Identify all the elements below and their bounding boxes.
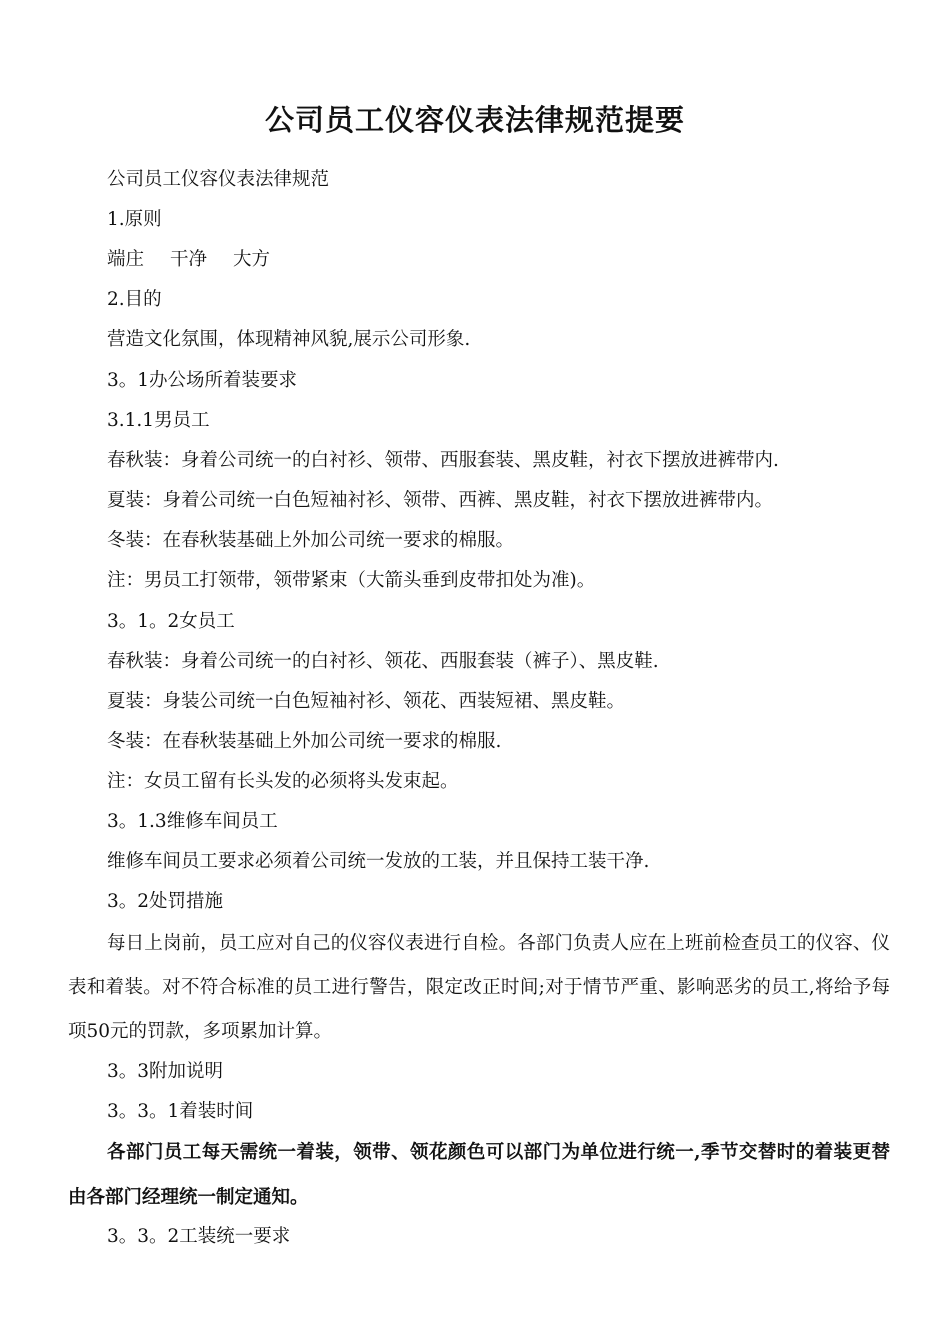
section-heading: 3。1办公场所着装要求 xyxy=(107,370,298,391)
document-title: 公司员工仪容仪表法律规范提要 xyxy=(264,103,685,137)
text-line: 维修车间员工要求必须着公司统一发放的工装，并且保持工装干净. xyxy=(107,851,650,872)
note-line: 注：女员工留有长头发的必须将头发束起。 xyxy=(107,771,459,792)
text-line: 春秋装：身着公司统一的白衬衫、领花、西服套装（裤子）、黑皮鞋. xyxy=(107,651,659,672)
section-heading: 2.目的 xyxy=(107,289,162,310)
penalty-paragraph: 每日上岗前，员工应对自己的仪容仪表进行自检。各部门负责人应在上班前检查员工的仪容、仪表和着装。对不符合标准的员工进行警告，限定改正时间;对于情节严重、影响恶劣的员工,将给予每项50元的罚款，多项累加计算。 xyxy=(68,933,890,1042)
section-heading: 3。3附加说明 xyxy=(107,1061,224,1082)
note-line: 注：男员工打领带，领带紧束（大箭头垂到皮带扣处为准)。 xyxy=(107,570,596,591)
section-heading: 3。3。2工装统一要求 xyxy=(107,1226,291,1247)
principle-item: 端庄 xyxy=(107,249,145,270)
text-line: 营造文化氛围，体现精神风貌,展示公司形象. xyxy=(107,329,471,350)
section-heading: 3。2处罚措施 xyxy=(107,891,224,912)
section-heading: 3。1。2女员工 xyxy=(107,611,235,632)
section-heading: 3.1.1男员工 xyxy=(107,410,210,431)
principle-item: 大方 xyxy=(233,249,271,270)
text-line: 冬装：在春秋装基础上外加公司统一要求的棉服. xyxy=(107,731,502,752)
text-line: 夏装：身着公司统一白色短袖衬衫、领带、西裤、黑皮鞋，衬衣下摆放进裤带内。 xyxy=(107,490,774,511)
section-heading: 3。1.3维修车间员工 xyxy=(107,811,278,832)
text-line: 冬装：在春秋装基础上外加公司统一要求的棉服。 xyxy=(107,530,515,551)
text-line: 春秋装：身着公司统一的白衬衫、领带、西服套装、黑皮鞋，衬衣下摆放进裤带内. xyxy=(107,450,779,471)
principle-item: 干净 xyxy=(170,249,208,270)
principles-line xyxy=(107,247,270,273)
dress-time-paragraph: 各部门员工每天需统一着装，领带、领花颜色可以部门为单位进行统一,季节交替时的着装更替由各部门经理统一制定通知。 xyxy=(68,1142,890,1208)
text-line: 夏装：身装公司统一白色短袖衬衫、领花、西装短裙、黑皮鞋。 xyxy=(107,691,626,712)
section-heading: 1.原则 xyxy=(107,209,162,230)
section-heading: 3。3。1着装时间 xyxy=(107,1101,254,1122)
subtitle-line: 公司员工仪容仪表法律规范 xyxy=(107,169,330,190)
